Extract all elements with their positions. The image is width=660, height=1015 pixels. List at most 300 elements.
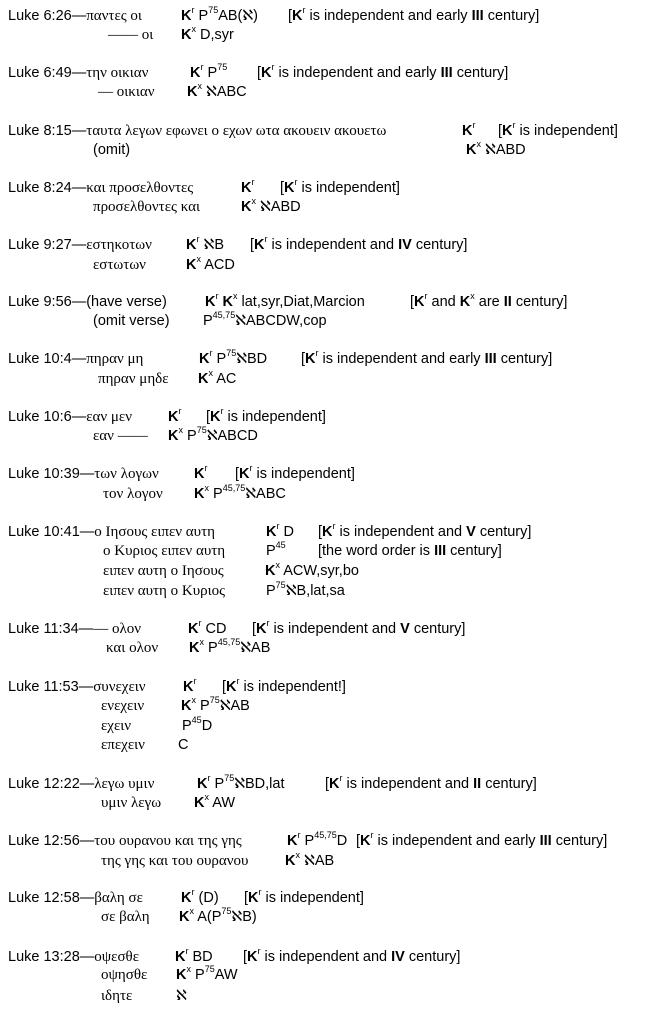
text-segment: ℵB) [231,909,257,925]
text-segment: is independent and [269,621,401,637]
superscript-siglum: x [232,291,238,302]
greek-text: των λογων [94,466,159,482]
greek-text: πηραν μη [86,351,144,367]
text-segment: is independent and [267,237,399,253]
witness-list [266,522,294,542]
text-segment: is independent and early [318,351,485,367]
superscript-siglum: r [185,946,189,957]
greek-text: την οικιαν [86,65,149,81]
witness-list [188,619,226,639]
greek-text: και προσελθοντες [86,180,194,196]
bold-siglum: K [188,621,199,637]
text-segment: Luke 8:15— [8,123,87,139]
bold-siglum: K [168,409,179,425]
variant-reading [103,581,225,601]
text-segment: ACD [200,257,235,273]
superscript-siglum: r [207,773,211,784]
text-segment: AW [214,967,238,983]
superscript-siglum: x [251,196,256,207]
superscript-siglum: x [470,291,475,302]
text-segment: Luke 10:39— [8,466,95,482]
text-segment: ℵBD [236,351,268,367]
superscript-siglum: 75 [209,695,220,706]
bold-siglum: K [265,563,276,579]
text-segment: century] [481,776,537,792]
text-segment: [ [250,237,255,253]
bold-siglum: III [484,351,497,367]
bold-siglum: K [261,65,272,81]
text-segment: (D) [194,890,219,906]
text-segment: (omit verse) [93,313,170,329]
entry-reference [8,619,141,639]
text-segment: is independent and early [373,833,540,849]
superscript-siglum: 45,75 [217,637,241,648]
witness-list [287,831,347,851]
witness-list [266,581,345,601]
superscript-siglum: x [476,139,481,150]
superscript-siglum: r [264,234,268,245]
witness-list [205,292,365,312]
greek-text: υμιν λεγω [101,795,162,811]
commentary-note [235,464,355,484]
bold-siglum: III [434,543,447,559]
greek-text: προσελθοντες και [93,199,201,215]
text-segment: is independent] [223,409,326,425]
witness-list [194,464,207,484]
bold-siglum: K [190,65,201,81]
greek-text: εαν μεν [86,409,133,425]
entry-reference [8,292,167,312]
bold-siglum: K [198,371,209,387]
text-segment: ℵBD,lat [234,776,285,792]
commentary-note [301,349,552,369]
variant-reading [103,561,224,581]
text-segment: and [427,294,460,310]
text-segment: is independent and [342,776,474,792]
superscript-siglum: r [339,773,343,784]
commentary-note [288,6,539,26]
text-segment: [ [252,621,257,637]
witness-list [186,235,224,255]
greek-text: ενεχειν [101,698,145,714]
greek-text: οψεσθε [94,949,140,965]
bold-siglum: K [218,294,233,310]
text-segment: P [212,351,227,367]
superscript-siglum: r [193,676,197,687]
witness-list [186,255,235,275]
bold-siglum: K [241,199,252,215]
text-segment: P [203,313,213,329]
bold-siglum: K [241,180,252,196]
text-segment: ℵB [199,237,224,253]
greek-text: —— οι [108,27,154,43]
text-segment: ℵABC [245,486,286,502]
variant-reading [93,426,148,446]
bold-siglum: K [322,524,333,540]
text-segment: ℵABD [255,199,301,215]
superscript-siglum: x [208,368,213,379]
text-segment: P [208,486,223,502]
witness-list [181,888,219,908]
commentary-note [280,178,400,198]
superscript-siglum: r [332,521,336,532]
text-segment: [ [206,409,211,425]
superscript-siglum: 75 [204,964,215,975]
witness-list [266,541,286,561]
text-segment: [ [222,679,227,695]
bold-siglum: K [197,776,208,792]
text-segment: [ [356,833,361,849]
bold-siglum: K [181,27,192,43]
bold-siglum: K [462,123,473,139]
greek-text: εαν —— [93,428,148,444]
bold-siglum: K [179,909,190,925]
text-segment: Luke 6:26— [8,8,87,24]
witness-list [199,349,267,369]
bold-siglum: K [205,294,216,310]
greek-text: παντες οι [86,8,142,24]
superscript-siglum: r [198,618,202,629]
text-segment: Luke 12:56— [8,833,95,849]
text-segment: Luke 9:56—(have verse) [8,294,167,310]
bold-siglum: K [285,853,296,869]
witness-list [181,6,258,26]
entry-reference [8,522,215,542]
bold-siglum: III [440,65,453,81]
greek-text: οψησθε [101,967,148,983]
superscript-siglum: r [424,291,428,302]
bold-siglum: III [471,8,484,24]
greek-text: πηραν μηδε [98,371,169,387]
bold-siglum: K [199,351,210,367]
bold-siglum: K [186,237,197,253]
superscript-siglum: r [266,618,270,629]
greek-text: του ουρανου και της γης [94,833,242,849]
superscript-siglum: r [258,887,262,898]
text-segment: century] [404,949,461,965]
text-segment: are [474,294,504,310]
bold-siglum: K [210,409,221,425]
variant-reading [101,907,150,927]
bold-siglum: K [254,237,265,253]
bold-siglum: K [181,698,192,714]
witness-list [466,140,526,160]
text-segment: ℵAB [299,853,335,869]
superscript-siglum: x [191,695,196,706]
commentary-note [244,888,364,908]
text-segment: BD [188,949,213,965]
superscript-siglum: r [249,463,253,474]
bold-siglum: K [183,679,194,695]
text-segment: AC [212,371,237,387]
text-segment: ℵABCDW,cop [235,313,327,329]
greek-text: εστωτων [93,257,146,273]
superscript-siglum: 75 [221,906,232,917]
bold-siglum: K [292,8,303,24]
witness-list [462,121,475,141]
bold-siglum: K [187,84,198,100]
entry-reference [8,677,146,697]
commentary-note [410,292,567,312]
text-segment: century] [411,237,468,253]
greek-text: επεχειν [101,737,145,753]
superscript-siglum: 75 [208,5,219,16]
text-segment: P [182,428,197,444]
entry-reference [8,831,242,851]
text-segment: is independent] [297,180,400,196]
variant-reading [101,965,147,985]
bold-siglum: II [473,776,482,792]
text-segment: C [178,737,189,753]
bold-siglum: V [466,524,476,540]
superscript-siglum: 45,75 [222,483,246,494]
superscript-siglum: x [197,81,202,92]
text-segment: [ [325,776,330,792]
bold-siglum: K [186,257,197,273]
text-segment: Luke 10:41— [8,524,95,540]
witness-list [194,793,235,813]
text-segment: ℵB,lat,sa [285,583,345,599]
witness-list [176,986,187,1006]
text-segment: D [201,718,213,734]
variant-reading [106,638,158,658]
witness-list [241,197,301,217]
text-segment: century] [446,543,502,559]
commentary-note [325,774,537,794]
superscript-siglum: r [191,5,195,16]
text-segment: D,syr [195,27,234,43]
text-segment: Luke 11:34— [8,621,94,637]
superscript-siglum: r [302,5,306,16]
entry-reference [8,349,143,369]
superscript-siglum: r [209,348,213,359]
greek-text: σε βαλη [101,909,150,925]
text-segment: is independent!] [239,679,346,695]
superscript-siglum: r [215,291,219,302]
variant-reading [101,696,144,716]
witness-list [187,82,247,102]
bold-siglum: K [189,640,200,656]
bold-siglum: K [256,621,267,637]
commentary-note [206,407,326,427]
bold-siglum: K [175,949,186,965]
superscript-siglum: r [251,177,255,188]
superscript-siglum: 45 [191,715,202,726]
text-segment: ℵAB [240,640,271,656]
bold-siglum: IV [398,237,412,253]
bold-siglum: K [194,486,205,502]
variant-reading [93,255,146,275]
text-segment: century] [452,65,509,81]
text-segment: [ [318,524,323,540]
superscript-siglum: r [294,177,298,188]
witness-list [179,907,257,927]
superscript-siglum: 75 [196,425,207,436]
text-segment: ℵ [176,988,187,1004]
bold-siglum: K [239,466,250,482]
bold-siglum: K [176,967,187,983]
text-segment: is independent and [260,949,392,965]
text-segment: is independent] [515,123,618,139]
witness-list [178,735,188,755]
entry-reference [8,121,386,141]
entry-reference [8,947,139,967]
bold-siglum: K [305,351,316,367]
text-segment: [ [257,65,262,81]
text-segment: is independent] [261,890,364,906]
bold-siglum: K [181,8,192,24]
variant-reading [103,541,225,561]
text-segment: is independent and early [274,65,441,81]
witness-list [189,638,270,658]
text-segment: AW [208,795,236,811]
bold-siglum: K [194,795,205,811]
commentary-note [498,121,618,141]
superscript-siglum: r [257,946,261,957]
bold-siglum: K [502,123,513,139]
commentary-note [318,522,531,542]
text-segment: Luke 13:28— [8,949,95,965]
text-segment: century] [475,524,532,540]
text-segment: P [194,8,209,24]
text-segment: is independent and early [305,8,472,24]
bold-siglum: V [400,621,410,637]
variant-reading [98,82,155,102]
superscript-siglum: r [236,676,240,687]
superscript-siglum: r [297,830,301,841]
greek-text: ο Ιησους ειπεν αυτη [94,524,215,540]
text-segment: CD [201,621,227,637]
bold-siglum: K [168,428,179,444]
superscript-siglum: r [512,120,516,131]
entry-reference [8,235,152,255]
greek-text: ταυτα λεγων εφωνει ο εχων ωτα ακουειν ακουετω [86,123,387,139]
entry-reference [8,178,193,198]
witness-list [241,178,254,198]
superscript-siglum: x [189,906,194,917]
superscript-siglum: x [186,964,191,975]
greek-text: ο Κυριος ειπεν αυτη [103,543,226,559]
superscript-siglum: x [295,850,300,861]
entry-reference [8,888,143,908]
text-segment: [ [235,466,240,482]
greek-text: τον λογον [103,486,163,502]
bold-siglum: K [194,466,205,482]
text-segment: century] [511,294,568,310]
entry-reference [8,407,132,427]
superscript-siglum: r [370,830,374,841]
bold-siglum: IV [391,949,405,965]
superscript-siglum: r [191,887,195,898]
bold-siglum: K [247,949,258,965]
greek-text: της γης και του ουρανου [101,853,249,869]
bold-siglum: K [287,833,298,849]
bold-siglum: K [226,679,237,695]
variant-reading [101,735,145,755]
variant-reading [101,793,161,813]
commentary-note [257,63,508,83]
superscript-siglum: 45,75 [212,310,236,321]
superscript-siglum: x [204,483,209,494]
entry-reference [8,63,148,83]
variant-reading [93,311,170,331]
text-segment: P [266,543,276,559]
witness-list [194,484,286,504]
text-segment: century] [496,351,553,367]
witness-list [203,311,327,331]
witness-list [176,965,238,985]
text-segment: P [266,583,276,599]
text-segment: AB(ℵ) [218,8,259,24]
witness-list [182,716,212,736]
text-segment: (omit) [93,142,131,158]
variant-reading [93,140,130,160]
superscript-siglum: 75 [217,62,228,73]
bold-siglum: K [414,294,425,310]
superscript-siglum: r [315,348,319,359]
text-segment: [the word order is [318,543,435,559]
text-segment: Luke 10:6— [8,409,87,425]
variant-reading [93,197,200,217]
greek-text: εστηκοτων [86,237,152,253]
greek-text: βαλη σε [94,890,143,906]
commentary-note [250,235,467,255]
text-segment: century] [551,833,608,849]
text-segment: ACW,syr,bo [279,563,359,579]
bold-siglum: K [329,776,340,792]
superscript-siglum: 75 [226,348,237,359]
witness-list [198,369,236,389]
witness-list [181,696,250,716]
commentary-note [243,947,460,967]
witness-list [183,677,196,697]
superscript-siglum: x [178,425,183,436]
entry-reference [8,6,142,26]
variant-reading [108,25,153,45]
text-segment: P [210,776,225,792]
witness-list [168,426,258,446]
witness-list [265,561,359,581]
text-segment: P [203,640,218,656]
witness-list [190,63,227,83]
text-segment: is independent and [335,524,467,540]
witness-list [168,407,181,427]
superscript-siglum: r [472,120,476,131]
text-segment: [ [301,351,306,367]
commentary-note [318,541,502,561]
entry-reference [8,464,159,484]
bold-siglum: K [459,294,471,310]
superscript-siglum: x [204,792,209,803]
greek-text: εχειν [101,718,132,734]
superscript-siglum: r [204,463,208,474]
greek-text: — ολον [93,621,141,637]
bold-siglum: K [466,142,477,158]
variant-reading [101,716,131,736]
bold-siglum: K [360,833,371,849]
witness-list [181,25,234,45]
bold-siglum: K [266,524,277,540]
witness-list [197,774,285,794]
text-segment: D [336,833,348,849]
text-segment: [ [280,180,285,196]
text-segment: ℵABC [201,84,247,100]
text-segment: lat,syr,Diat,Marcion [237,294,365,310]
superscript-siglum: x [191,24,196,35]
text-segment: [ [244,890,249,906]
variant-reading [98,369,169,389]
text-segment: P [190,967,205,983]
